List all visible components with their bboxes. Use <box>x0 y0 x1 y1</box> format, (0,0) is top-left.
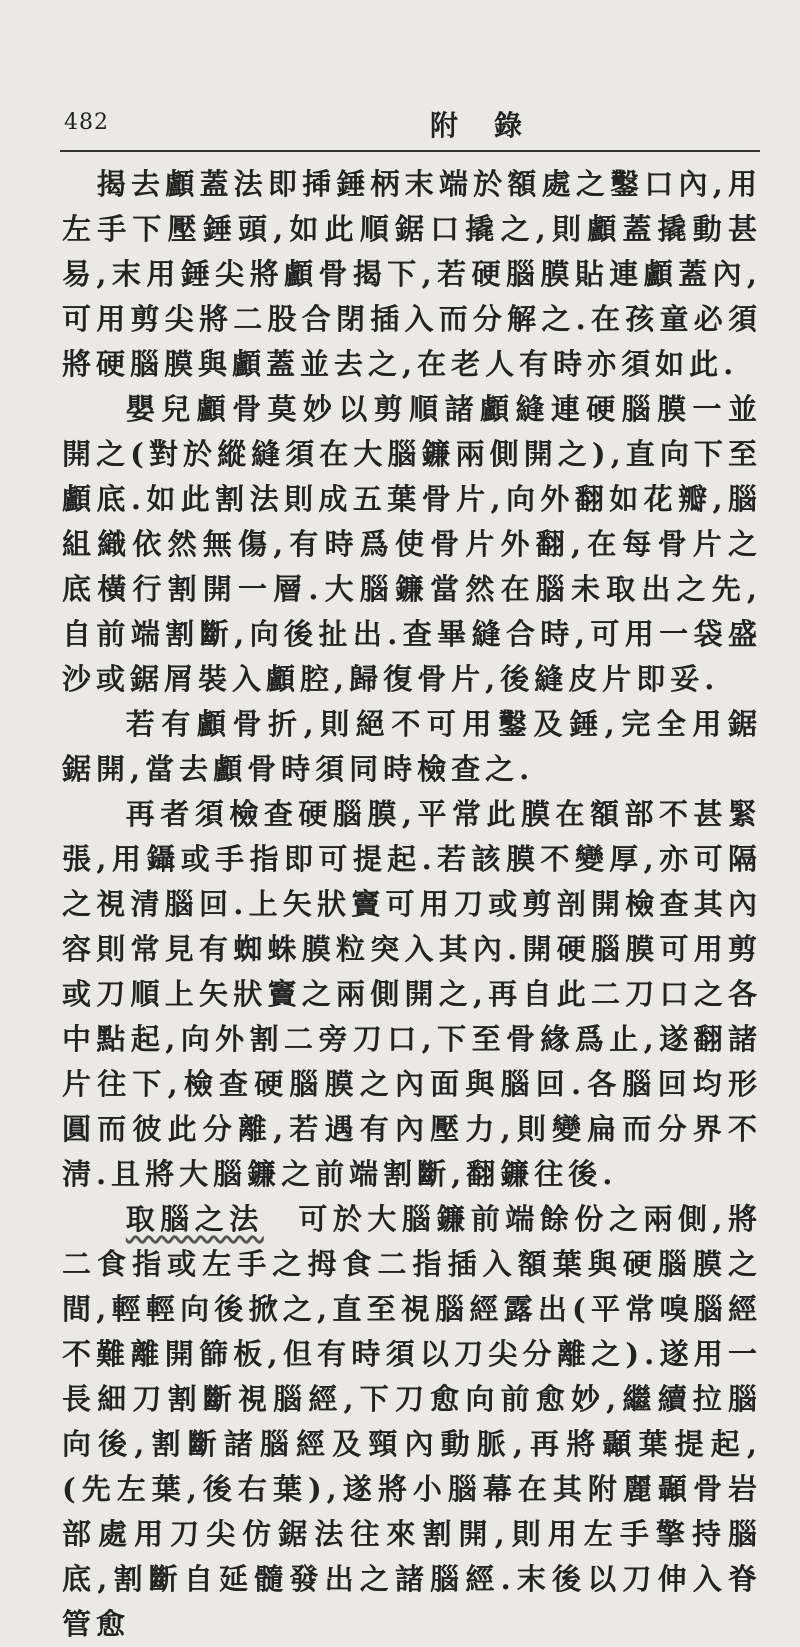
header-rule <box>60 150 760 152</box>
page-header <box>60 104 760 146</box>
paragraph-dura-inspection <box>62 792 762 1197</box>
page-number: 482 <box>64 110 109 135</box>
paragraph-text: 再者須檢查硬腦膜,平常此膜在額部不甚緊張,用鑷或手指即可提起.若該膜不變厚,亦可隔之視清腦回.上矢狀竇可用刀或剪剖開檢查其內容則常見有蜘蛛膜粒突入其內.開硬腦膜可用剪或刀順上矢狀竇之兩側開之,再自此二刀口之各中點起,向外割二旁刀口,下至骨緣爲止,遂翻諸片往下,檢查硬腦膜之內面與腦回.各腦回均形圓而彼此分離,若遇有內壓力,則變扁而分界不淸.且將大腦鐮之前端割斷,翻鐮往後. <box>62 797 762 1191</box>
paragraph-skull-fracture <box>62 702 762 792</box>
body-text <box>62 162 762 1647</box>
paragraph-skull-cap-removal <box>62 162 762 387</box>
running-head: 附錄 <box>430 109 559 142</box>
paragraph-brain-removal <box>62 1197 762 1647</box>
paragraph-infant-skull <box>62 387 762 702</box>
paragraph-text: 揭去顱蓋法即揷錘柄末端於額處之鑿口內,用左手下壓錘頭,如此順鋸口撬之,則顱蓋撬動甚易,末用錘尖將顱骨揭下,若硬腦膜貼連顱蓋內,可用剪尖將二股合閉插入而分解之.在孩童必須將硬腦膜與顱蓋並去之,在老人有時亦須如此. <box>62 167 762 381</box>
paragraph-text: 可於大腦鐮前端餘份之兩側,將二食指或左手之拇食二指插入額葉與硬腦膜之間,輕輕向後掀之,直至視腦經露出(平常嗅腦經不難離開篩板,但有時須以刀尖分離之).遂用一長細刀割斷視腦經,下刀愈向前愈妙,繼續拉腦向後,割斷諸腦經及頸內動脈,再將顳葉提起,(先左葉,後右葉),遂將小腦幕在其附麗顳骨岩部處用刀尖仿鋸法往來割開,則用左手擎持腦底,割斷自延髓發出之諸腦經.末後以刀伸入脊管愈 <box>62 1202 762 1641</box>
section-heading: 取腦之法 <box>125 1202 264 1236</box>
paragraph-text: 若有顱骨折,則絕不可用鑿及錘,完全用鋸鋸開,當去顱骨時須同時檢查之. <box>62 707 762 786</box>
paragraph-text: 嬰兒顱骨莫妙以剪順諸顱縫連硬腦膜一並開之(對於縱縫須在大腦鐮兩側開之),直向下至顱底.如此割法則成五葉骨片,向外翻如花瓣,腦組織依然無傷,有時爲使骨片外翻,在每骨片之底橫行割開一層.大腦鐮當然在腦未取出之先,自前端割斷,向後扯出.查畢縫合時,可用一袋盛沙或鋸屑裝入顱腔,歸復骨片,後縫皮片即妥. <box>62 392 762 696</box>
